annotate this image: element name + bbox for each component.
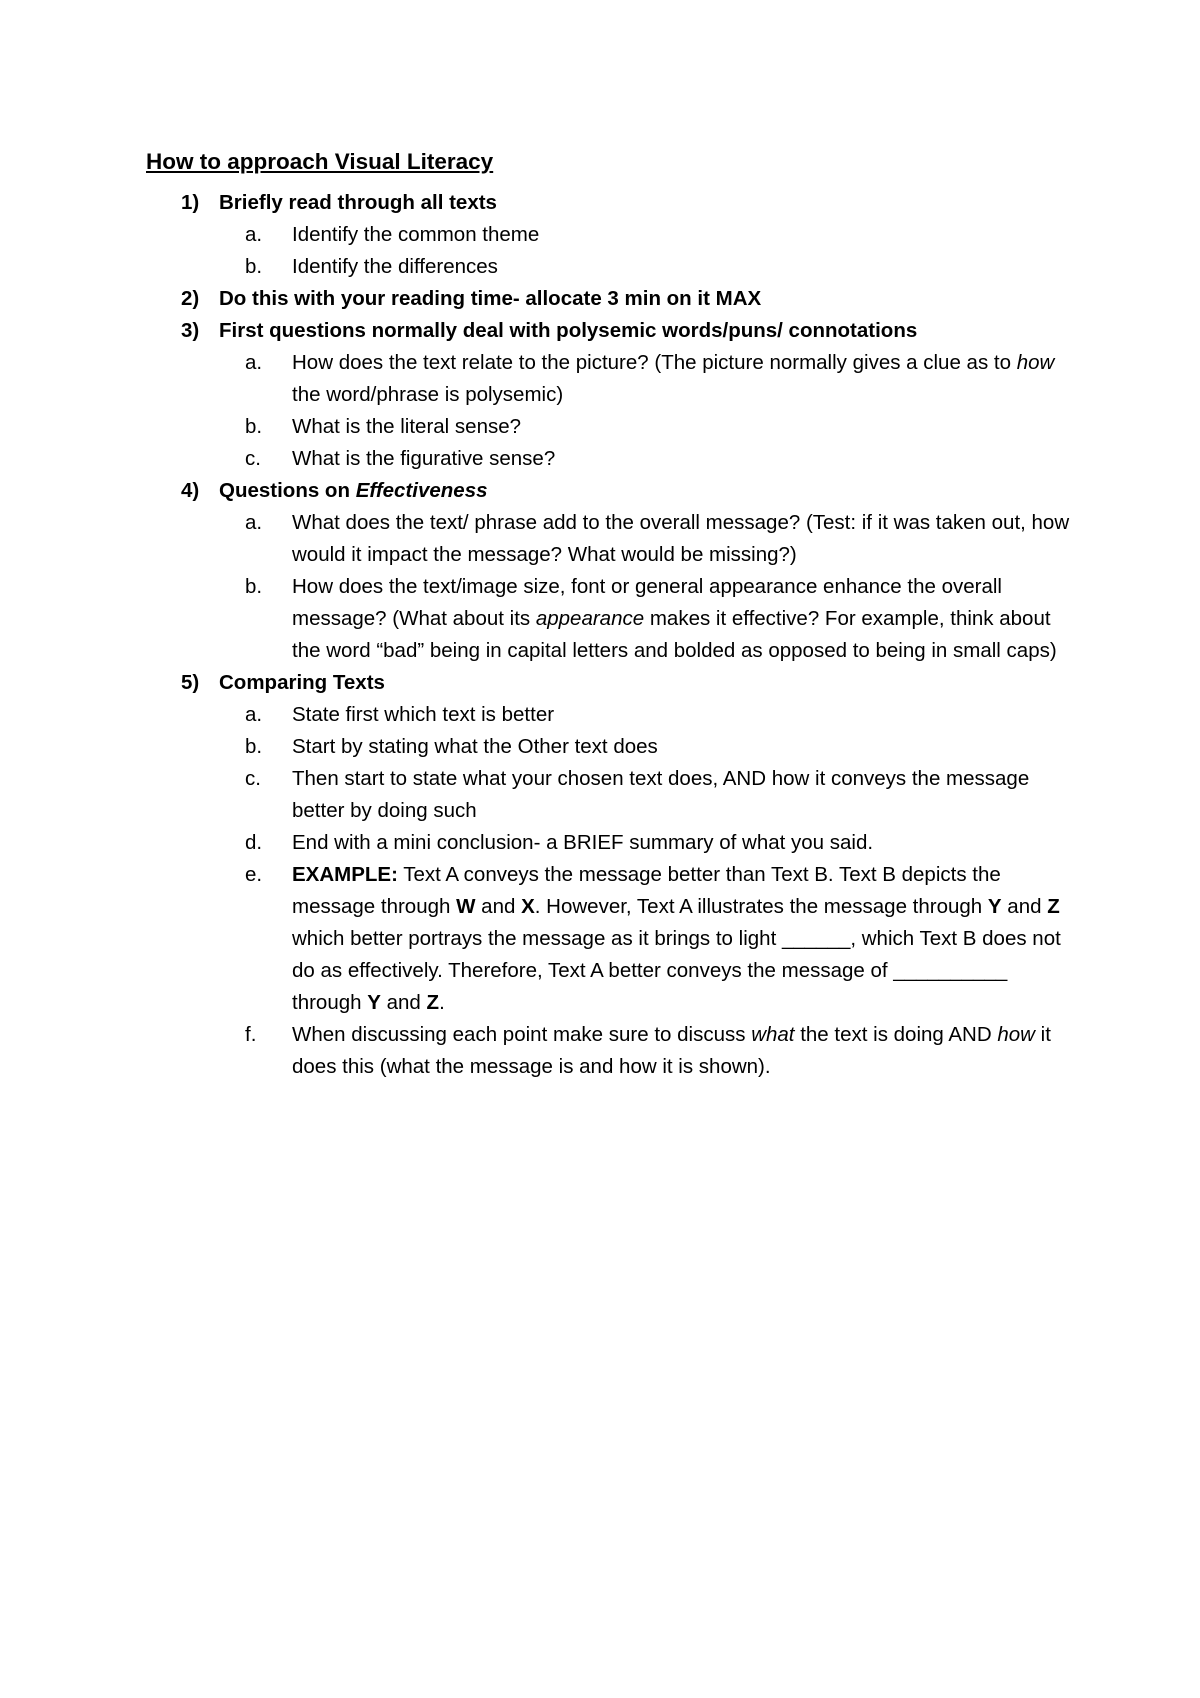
sub-item bbox=[219, 859, 1076, 1019]
text-run: which better portrays the message as it brings to light ______, which Text B does not do as effectively. Therefore, Text A better conveys the message of __________ through bbox=[292, 927, 1061, 1014]
bold-run: Z bbox=[426, 991, 440, 1014]
sub-item-letter: f. bbox=[245, 1023, 257, 1046]
item-number: 4) bbox=[181, 479, 200, 502]
sub-item-letter: a. bbox=[245, 223, 263, 246]
sub-item-letter: d. bbox=[245, 831, 263, 854]
text-run: Text A conveys the message better than Text B. Text B depicts the message through bbox=[292, 863, 1001, 918]
item-heading: Briefly read through all texts bbox=[219, 191, 497, 214]
sub-item-text: End with a mini conclusion- a BRIEF summary of what you said. bbox=[292, 831, 874, 854]
list-item-2 bbox=[146, 283, 1076, 315]
item-heading: Comparing Texts bbox=[219, 671, 385, 694]
text-run: Questions on bbox=[219, 479, 356, 502]
sub-item bbox=[219, 443, 1076, 475]
sub-item-letter: b. bbox=[245, 575, 263, 598]
sub-list bbox=[219, 347, 1076, 475]
item-number: 5) bbox=[181, 671, 200, 694]
text-run: How does the text/image size, font or general appearance enhance the overall message? (What about its bbox=[292, 575, 1002, 630]
item-heading bbox=[219, 479, 488, 502]
sub-item bbox=[219, 219, 1076, 251]
sub-item bbox=[219, 763, 1076, 827]
text-run: . However, Text A illustrates the message through bbox=[534, 895, 988, 918]
list-item-1 bbox=[146, 187, 1076, 283]
list-item-4 bbox=[146, 475, 1076, 667]
bold-run: EXAMPLE: bbox=[292, 863, 398, 886]
sub-item-letter: a. bbox=[245, 511, 263, 534]
sub-item bbox=[219, 507, 1076, 571]
sub-item bbox=[219, 571, 1076, 667]
sub-item-text bbox=[292, 575, 1057, 662]
text-run: the text is doing AND bbox=[794, 1023, 998, 1046]
sub-item-letter: b. bbox=[245, 255, 263, 278]
sub-item-text: Then start to state what your chosen text does, AND how it conveys the message better by doing such bbox=[292, 767, 1030, 822]
bold-run: W bbox=[456, 895, 476, 918]
sub-item-text bbox=[292, 1023, 1051, 1078]
text-run: When discussing each point make sure to discuss bbox=[292, 1023, 752, 1046]
italic-word: how bbox=[1016, 351, 1055, 374]
italic-word: what bbox=[751, 1023, 795, 1046]
italic-word: Effectiveness bbox=[355, 479, 488, 502]
bold-run: X bbox=[521, 895, 535, 918]
sub-item-letter: c. bbox=[245, 767, 261, 790]
text-run: How does the text relate to the picture? (The picture normally gives a clue as to bbox=[292, 351, 1017, 374]
italic-word: how bbox=[997, 1023, 1035, 1046]
bold-run: Y bbox=[367, 991, 381, 1014]
text-run: and bbox=[475, 895, 522, 918]
page-title: How to approach Visual Literacy bbox=[146, 149, 494, 174]
sub-item bbox=[219, 411, 1076, 443]
sub-item-text: What is the figurative sense? bbox=[292, 447, 556, 470]
item-heading: First questions normally deal with polysemic words/puns/ connotations bbox=[219, 319, 918, 342]
sub-item bbox=[219, 347, 1076, 411]
sub-item-text: What does the text/ phrase add to the overall message? (Test: if it was taken out, how would it impact the message? What would be missing?) bbox=[292, 511, 1070, 566]
item-number: 2) bbox=[181, 287, 200, 310]
sub-item-text: Identify the differences bbox=[292, 255, 498, 278]
sub-item-letter: e. bbox=[245, 863, 263, 886]
text-run: and bbox=[1001, 895, 1048, 918]
bold-run: Y bbox=[987, 895, 1002, 918]
item-heading: Do this with your reading time- allocate 3 min on it MAX bbox=[219, 287, 762, 310]
text-run: the word/phrase is polysemic) bbox=[292, 383, 564, 406]
sub-list bbox=[219, 219, 1076, 283]
list-item-3 bbox=[146, 315, 1076, 475]
sub-item-letter: c. bbox=[245, 447, 261, 470]
italic-word: appearance bbox=[535, 607, 645, 630]
sub-item bbox=[219, 1019, 1076, 1083]
sub-item-text: What is the literal sense? bbox=[292, 415, 522, 438]
sub-list bbox=[219, 507, 1076, 667]
document-body bbox=[146, 146, 1076, 1083]
item-number: 1) bbox=[181, 191, 200, 214]
list-item-5 bbox=[146, 667, 1076, 1083]
sub-item-letter: b. bbox=[245, 415, 263, 438]
sub-item-text: Identify the common theme bbox=[292, 223, 540, 246]
sub-list bbox=[219, 699, 1076, 1083]
sub-item-text bbox=[292, 351, 1054, 406]
sub-item-text bbox=[292, 863, 1061, 1014]
text-run: makes it effective? For example, think about the word “bad” being in capital letters and bolded as opposed to being in small caps) bbox=[292, 607, 1057, 662]
sub-item-letter: a. bbox=[245, 351, 263, 374]
sub-item-letter: a. bbox=[245, 703, 263, 726]
sub-item bbox=[219, 827, 1076, 859]
item-number: 3) bbox=[181, 319, 200, 342]
sub-item bbox=[219, 731, 1076, 763]
text-run: it does this (what the message is and how it is shown). bbox=[292, 1023, 1051, 1078]
sub-item-letter: b. bbox=[245, 735, 263, 758]
sub-item-text: Start by stating what the Other text does bbox=[292, 735, 658, 758]
bold-run: Z bbox=[1047, 895, 1060, 918]
text-run: and bbox=[380, 991, 427, 1014]
text-run: . bbox=[439, 991, 445, 1014]
sub-item-text: State first which text is better bbox=[292, 703, 555, 726]
sub-item bbox=[219, 251, 1076, 283]
sub-item bbox=[219, 699, 1076, 731]
numbered-list bbox=[146, 187, 1076, 1083]
